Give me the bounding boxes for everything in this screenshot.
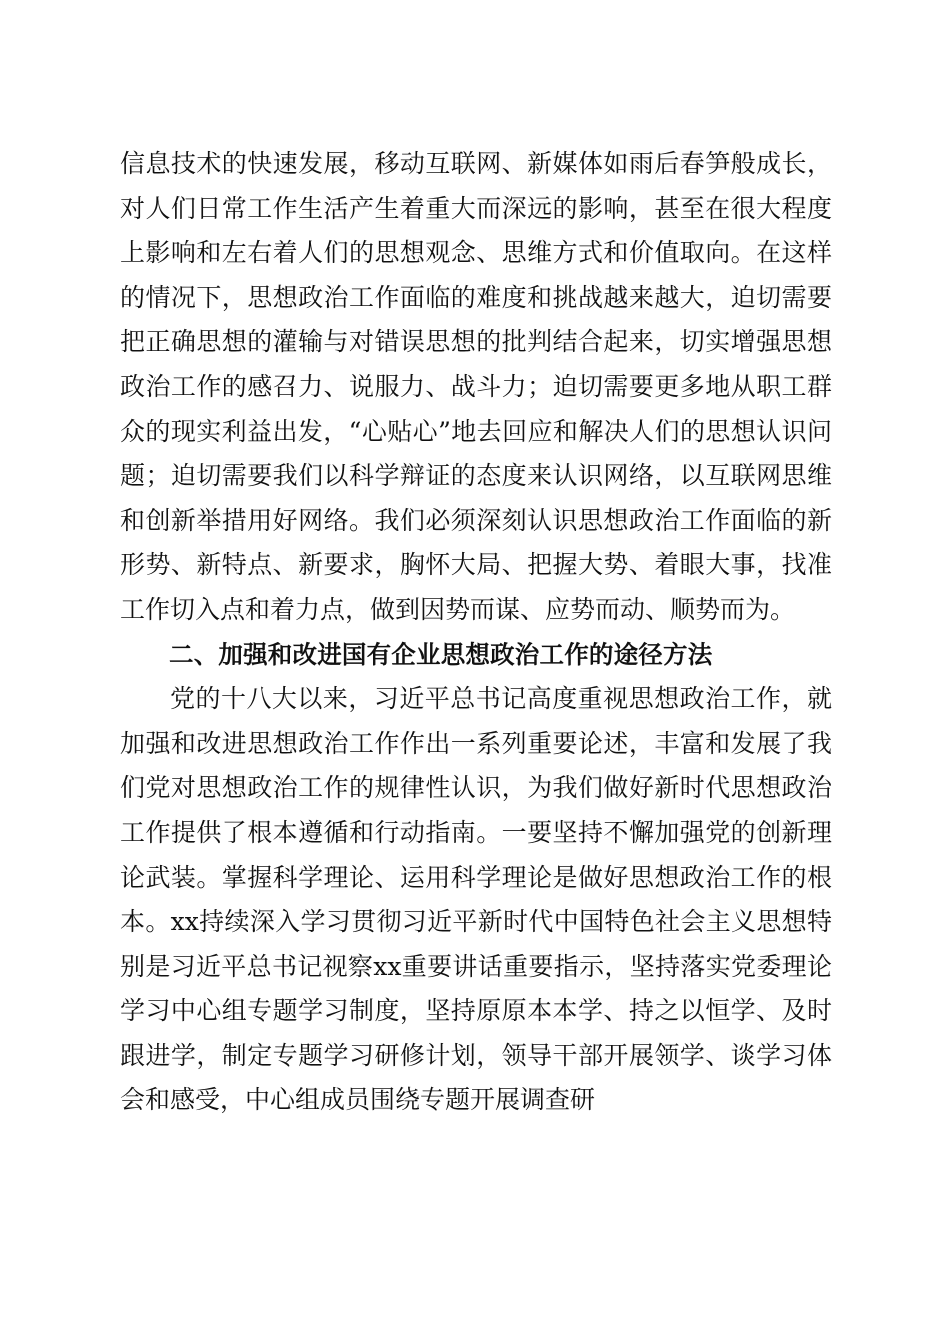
body-paragraph: 信息技术的快速发展，移动互联网、新媒体如雨后春笋般成长，对人们日常工作生活产生着重大而深远的影响，甚至在很大程度上影响和左右着人们的思想观念、思维方式和价值取向。在这样的情况下，思想政治工作面临的难度和挑战越来越大，迫切需要把正确思想的灌输与对错误思想的批判结合起来，切实增强思想政治工作的感召力、说服力、战斗力；迫切需要更多地从职工群众的现实利益出发，“心贴心”地去回应和解决人们的思想认识问题；迫切需要我们以科学辩证的态度来认识网络，以互联网思维和创新举措用好网络。我们必须深刻认识思想政治工作面临的新形势、新特点、新要求，胸怀大局、把握大势、着眼大事，找准工作切入点和着力点，做到因势而谋、应势而动、顺势而为。 [120, 149, 832, 624]
document-body [120, 142, 832, 1123]
body-paragraph: 党的十八大以来，习近平总书记高度重视思想政治工作，就加强和改进思想政治工作作出一系列重要论述，丰富和发展了我们党对思想政治工作的规律性认识，为我们做好新时代思想政治工作提供了根本遵循和行动指南。一要坚持不懈加强党的创新理论武装。掌握科学理论、运用科学理论是做好思想政治工作的根本。xx持续深入学习贯彻习近平新时代中国特色社会主义思想特别是习近平总书记视察xx重要讲话重要指示，坚持落实党委理论学习中心组专题学习制度，坚持原原本本学、持之以恒学、及时跟进学，制定专题学习研修计划，领导干部开展领学、谈学习体会和感受，中心组成员围绕专题开展调查研 [120, 684, 832, 1115]
section-heading: 二、加强和改进国有企业思想政治工作的途径方法 [169, 639, 713, 669]
